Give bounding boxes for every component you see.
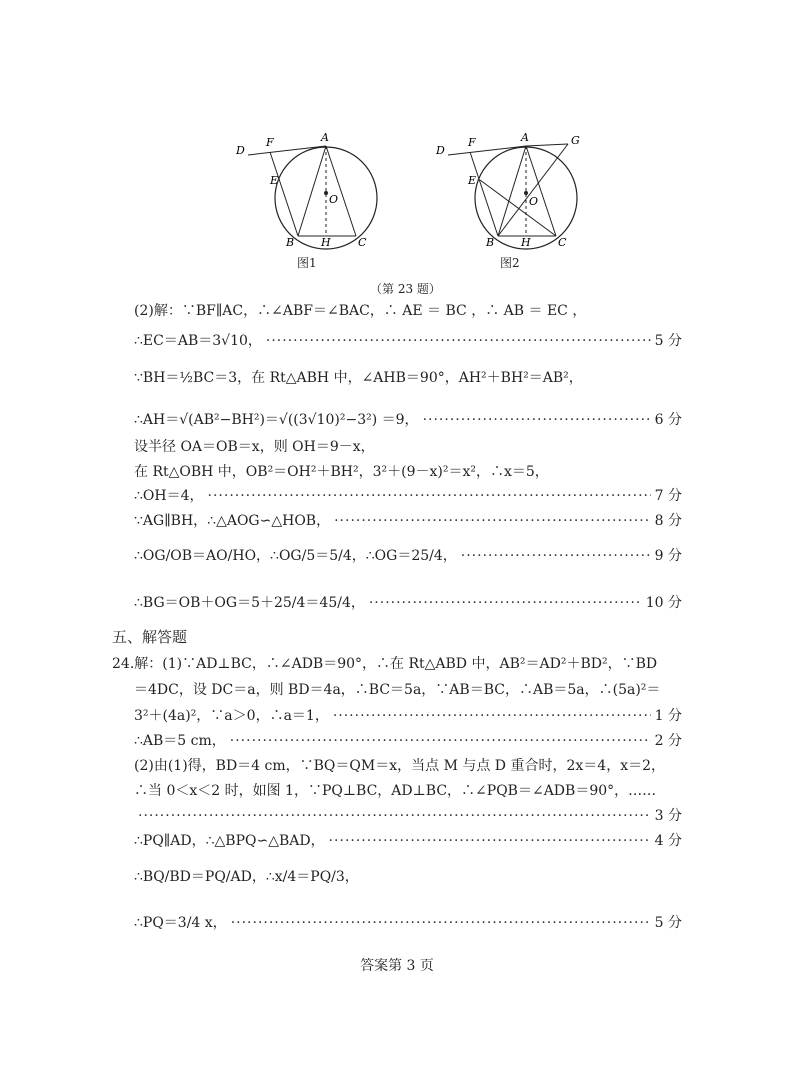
score-label: 6 分 xyxy=(654,412,682,428)
label-O: O xyxy=(529,195,539,208)
label-B: B xyxy=(286,236,295,249)
label-B: B xyxy=(486,236,495,249)
q24-line-2: ＝4DC，设 DC＝a，则 BD＝4a，∴BC＝5a，∵AB＝BC，∴AB＝5a，∴(5a)²＝ xyxy=(134,682,661,698)
fig1-caption: 图1 xyxy=(297,256,317,270)
score-label: 4 分 xyxy=(654,833,682,849)
score-label: 5 分 xyxy=(654,915,682,931)
score-label: 1 分 xyxy=(654,708,682,724)
q24-line-1: 24.解：(1)∵AD⊥BC，∴∠ADB＝90°，∴在 Rt△ABD 中，AB²＝AD²＋BD²，∵BD xyxy=(112,656,658,672)
q23-line-8-text: ∵AG∥BH，∴△AOG∽△HOB， xyxy=(134,513,331,529)
label-F: F xyxy=(468,136,476,149)
q24-line-5: (2)由(1)得，BD＝4 cm，∵BQ＝QM＝x，当点 M 与点 D 重合时，2x＝4，x＝2， xyxy=(134,758,665,774)
q24-line-3-text: 3²＋(4a)²，∵a＞0，∴a＝1， xyxy=(134,708,329,724)
label-C: C xyxy=(358,236,367,249)
q23-line-5: 设半径 OA＝OB＝x，则 OH＝9－x， xyxy=(134,439,375,455)
score-label: 10 分 xyxy=(645,595,682,611)
leader-dots xyxy=(208,483,651,509)
score-label: 3 分 xyxy=(654,808,682,824)
label-H: H xyxy=(321,236,331,249)
q23-line-7 xyxy=(134,483,682,509)
q24-line-8 xyxy=(134,828,682,854)
figure-1 xyxy=(228,128,388,258)
label-A: A xyxy=(321,131,329,144)
q24-line-8-text: ∴PQ∥AD，∴△BPQ∽△BAD， xyxy=(134,833,325,849)
leader-dots xyxy=(334,508,651,534)
leader-dots xyxy=(138,803,651,829)
q24-line-9: ∴BQ/BD＝PQ/AD，∴x/4＝PQ/3， xyxy=(134,869,359,885)
score-label: 8 分 xyxy=(654,513,682,529)
q23-line-4 xyxy=(134,407,682,433)
leader-dots xyxy=(461,543,651,569)
figure-2 xyxy=(428,128,598,258)
q24-line-4-text: ∴AB＝5 cm， xyxy=(134,733,226,749)
q24-line-10 xyxy=(134,910,682,936)
q23-line-10 xyxy=(134,590,682,616)
q23-line-10-text: ∴BG＝OB＋OG＝5＋25/4＝45/4， xyxy=(134,595,365,611)
leader-dots xyxy=(230,728,651,754)
problem-caption: （第 23 题） xyxy=(370,282,441,296)
q23-line-9 xyxy=(134,543,682,569)
label-D: D xyxy=(436,144,445,157)
q23-line-7-text: ∴OH＝4， xyxy=(134,488,204,504)
leader-dots xyxy=(333,703,651,729)
score-label: 2 分 xyxy=(654,733,682,749)
q23-line-2-text: ∴EC＝AB＝3√10， xyxy=(134,333,262,349)
label-F: F xyxy=(266,136,274,149)
label-G: G xyxy=(571,134,580,147)
leader-dots xyxy=(423,407,651,433)
score-label: 7 分 xyxy=(654,488,682,504)
q23-line-6: 在 Rt△OBH 中，OB²＝OH²＋BH²，3²＋(9－x)²＝x²，∴x＝5， xyxy=(134,464,549,480)
label-O: O xyxy=(329,193,339,206)
label-A: A xyxy=(521,131,529,144)
label-D: D xyxy=(236,144,245,157)
label-E: E xyxy=(270,174,279,187)
q23-line-8 xyxy=(134,508,682,534)
q23-line-2 xyxy=(134,328,682,354)
q24-line-4 xyxy=(134,728,682,754)
page-footer: 答案第 3 页 xyxy=(360,958,434,974)
score-label: 5 分 xyxy=(654,333,682,349)
score-label: 9 分 xyxy=(654,548,682,564)
leader-dots xyxy=(369,590,642,616)
label-E: E xyxy=(468,174,477,187)
leader-dots xyxy=(231,910,651,936)
q23-line-1: (2)解：∵BF∥AC，∴∠ABF＝∠BAC，∴ AE ＝ BC ，∴ AB ＝ EC ， xyxy=(134,303,587,319)
leader-dots xyxy=(329,828,651,854)
q24-line-10-text: ∴PQ＝3/4 x， xyxy=(134,915,227,931)
q23-line-4-text: ∴AH＝√(AB²−BH²)＝√((3√10)²−3²) ＝9， xyxy=(134,412,419,428)
q23-line-3: ∵BH＝½BC＝3，在 Rt△ABH 中，∠AHB＝90°，AH²＋BH²＝AB²， xyxy=(134,370,583,386)
q23-line-9-text: ∴OG/OB＝AO/HO，∴OG/5＝5/4，∴OG＝25/4， xyxy=(134,548,457,564)
label-C: C xyxy=(558,236,567,249)
q24-line-7 xyxy=(134,803,682,829)
leader-dots xyxy=(266,328,651,354)
q24-line-6: ∴当 0＜x＜2 时，如图 1，∵PQ⊥BC，AD⊥BC，∴∠PQB＝∠ADB＝90°，…… xyxy=(134,783,657,799)
fig2-caption: 图2 xyxy=(500,256,520,270)
section-5-title: 五、解答题 xyxy=(112,628,188,646)
label-H: H xyxy=(521,236,531,249)
q24-line-3 xyxy=(134,703,682,729)
